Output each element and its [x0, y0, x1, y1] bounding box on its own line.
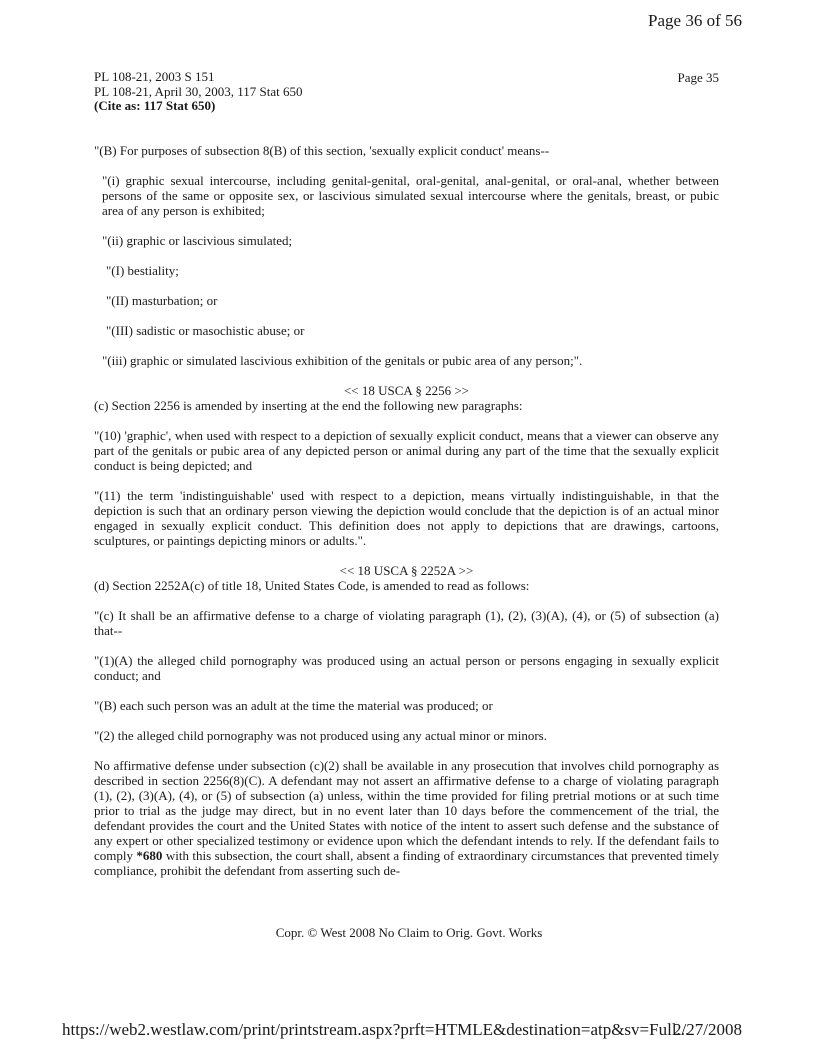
paragraph: "(11) the term 'indistinguishable' used with respect to a depiction, means virtually indistinguishable, in that the depiction is such that an ordinary person viewing the depiction would conclude that the depiction is of an actual minor engaged in sexually explicit conduct. This definition does not apply to depictions that are drawings, cartoons, sculptures, or paintings depicting minors or adults.".	[94, 488, 719, 548]
cite-line-2: PL 108-21, April 30, 2003, 117 Stat 650	[94, 83, 303, 99]
paragraph: (d) Section 2252A(c) of title 18, United States Code, is amended to read as follows:	[94, 578, 530, 593]
paragraph-text: with this subsection, the court shall, absent a finding of extraordinary circumstances that prevented timely compliance, prohibit the defendant from asserting such de-	[94, 848, 720, 878]
paragraph: "(II) masturbation; or	[106, 293, 218, 308]
paragraph: (c) Section 2256 is amended by inserting at the end the following new paragraphs:	[94, 398, 523, 413]
paragraph	[94, 758, 719, 878]
paragraph-text: No affirmative defense under subsection (c)(2) shall be available in any prosecution that involves child pornography as described in section 2256(8)(C). A defendant may not assert an affirmative defense to a charge of violating paragraph (1), (2), (3)(A), (4), or (5) of subsection (a) unless, within the time provided for filing pretrial motions or at such time prior to trial as the judge may direct, but in no event later than 10 days before the commencement of the trial, the defendant provides the court and the United States with notice of the intent to assert such defense and the substance of any expert or other specialized testimony or evidence upon which the defendant intends to rely. If the defendant fails to comply	[94, 758, 719, 863]
page-of-total: Page 36 of 56	[648, 11, 742, 30]
paragraph: "(B) each such person was an adult at the time the material was produced; or	[94, 698, 493, 713]
cite-line-1: PL 108-21, 2003 S 151	[94, 69, 215, 84]
document-body	[94, 143, 719, 893]
star-page-marker: *680	[136, 848, 163, 863]
usca-reference: << 18 USCA § 2252A >>	[339, 563, 474, 578]
print-date: 2/27/2008	[673, 1020, 742, 1039]
paragraph: "(10) 'graphic', when used with respect to a depiction of sexually explicit conduct, means that a viewer can observe any part of the genitals or pubic area of any depicted person or animal during any part of the time that the sexually explicit conduct is being depicted; and	[94, 428, 719, 473]
paragraph: "(ii) graphic or lascivious simulated;	[102, 233, 293, 248]
usca-reference: << 18 USCA § 2256 >>	[343, 383, 470, 398]
paragraph: "(III) sadistic or masochistic abuse; or	[106, 323, 305, 338]
paragraph: "(1)(A) the alleged child pornography was produced using an actual person or persons engaging in sexually explicit conduct; and	[94, 653, 719, 683]
page-number: Page 35	[677, 70, 719, 85]
paragraph: "(iii) graphic or simulated lascivious exhibition of the genitals or pubic area of any person;".	[102, 353, 583, 368]
copyright-footer: Copr. © West 2008 No Claim to Orig. Govt. Works	[275, 925, 543, 940]
paragraph: "(I) bestiality;	[106, 263, 179, 278]
cite-as-line: (Cite as: 117 Stat 650)	[94, 98, 216, 113]
paragraph: "(2) the alleged child pornography was not produced using any actual minor or minors.	[94, 728, 547, 743]
paragraph: "(c) It shall be an affirmative defense to a charge of violating paragraph (1), (2), (3)(A), (4), or (5) of subsection (a) that--	[94, 608, 719, 638]
print-url: https://web2.westlaw.com/print/printstream.aspx?prft=HTMLE&destination=atp&sv=Full...	[62, 1020, 690, 1039]
citation-block	[94, 70, 302, 114]
paragraph: "(i) graphic sexual intercourse, including genital-genital, oral-genital, anal-genital, or oral-anal, whether between persons of the same or opposite sex, or lascivious simulated sexual intercourse where the genitals, breast, or pubic area of any person is exhibited;	[102, 173, 719, 218]
paragraph: "(B) For purposes of subsection 8(B) of this section, 'sexually explicit conduct' means--	[94, 143, 550, 158]
